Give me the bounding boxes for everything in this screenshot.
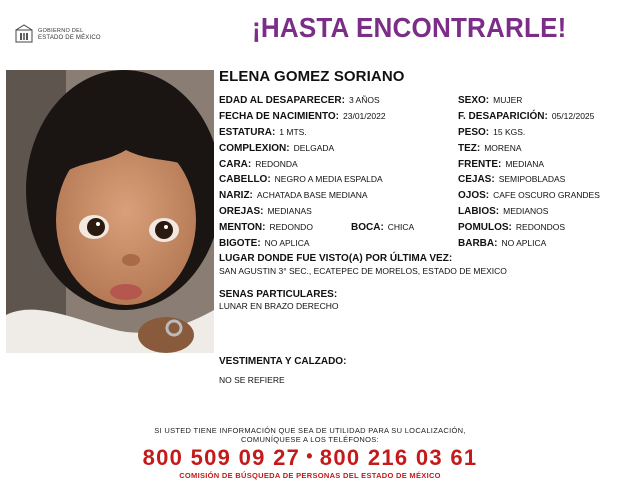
phone-1[interactable]: 800 509 09 27 <box>142 445 301 470</box>
photo-illustration <box>6 70 214 353</box>
last-seen-label: LUGAR DONDE FUE VISTO(A) POR ÚLTIMA VEZ: <box>219 253 453 264</box>
contact-note-line-1: SI USTED TIENE INFORMACIÓN QUE SEA DE UTILIDAD PARA SU LOCALIZACIÓN, <box>154 426 466 435</box>
detail-key: OJOS: <box>458 190 490 201</box>
detail-row <box>219 95 380 106</box>
detail-row <box>219 238 310 249</box>
detail-key: BOCA: <box>351 222 384 233</box>
detail-row <box>458 127 525 138</box>
detail-value: 15 KGS. <box>493 127 526 137</box>
detail-key: FECHA DE NACIMIENTO: <box>219 111 339 122</box>
detail-value: CAFE OSCURO GRANDES <box>493 190 600 200</box>
logo-line-1: GOBIERNO DEL <box>38 28 84 34</box>
detail-value: ACHATADA BASE MEDIANA <box>256 190 368 200</box>
clothing-value: NO SE REFIERE <box>219 375 285 385</box>
detail-value: 05/12/2025 <box>551 111 595 121</box>
detail-value: SEMIPOBLADAS <box>498 174 566 184</box>
detail-key: TEZ: <box>458 143 481 154</box>
detail-key: PESO: <box>458 127 490 138</box>
detail-boca <box>351 222 414 233</box>
detail-key: F. DESAPARICIÓN: <box>458 111 548 122</box>
detail-row <box>458 238 546 249</box>
detail-row <box>458 174 565 185</box>
detail-value: CHICA <box>387 222 415 232</box>
detail-key: ESTATURA: <box>219 127 276 138</box>
state-seal-icon <box>14 24 34 44</box>
detail-row <box>219 222 313 233</box>
detail-key: COMPLEXION: <box>219 143 290 154</box>
detail-value: REDONDOS <box>515 222 566 232</box>
detail-value: 1 MTS. <box>279 127 307 137</box>
detail-row <box>458 206 548 217</box>
government-logo <box>14 24 114 46</box>
detail-key: LABIOS: <box>458 206 500 217</box>
detail-row <box>458 159 544 170</box>
headline: ¡HASTA ENCONTRARLE! <box>252 12 567 43</box>
detail-value: DELGADA <box>293 143 335 153</box>
last-seen-value: SAN AGUSTIN 3° SEC., ECATEPEC DE MORELOS, ESTADO DE MEXICO <box>219 266 507 276</box>
detail-value: MEDIANOS <box>503 206 549 216</box>
detail-row <box>219 190 368 201</box>
detail-key: POMULOS: <box>458 222 512 233</box>
detail-key: CEJAS: <box>458 174 495 185</box>
clothing-label: VESTIMENTA Y CALZADO: <box>219 356 347 367</box>
detail-key: CARA: <box>219 159 252 170</box>
detail-row <box>219 127 307 138</box>
detail-value: MEDIANA <box>505 159 545 169</box>
detail-key: CABELLO: <box>219 174 271 185</box>
detail-row <box>219 174 383 185</box>
detail-row <box>219 143 334 154</box>
particular-signs-value: LUNAR EN BRAZO DERECHO <box>219 301 339 311</box>
detail-row <box>458 222 565 233</box>
detail-value: REDONDO <box>269 222 313 232</box>
particular-signs-label: SENAS PARTICULARES: <box>219 289 338 300</box>
phone-separator: • <box>306 446 314 466</box>
detail-key: MENTON: <box>219 222 266 233</box>
commission-name: COMISIÓN DE BÚSQUEDA DE PERSONAS DEL ESTADO DE MÉXICO <box>179 471 441 480</box>
detail-value: 23/01/2022 <box>343 111 386 121</box>
detail-value: 3 AÑOS <box>348 95 380 105</box>
detail-row <box>219 206 312 217</box>
logo-line-2: ESTADO DE MÉXICO <box>38 35 101 41</box>
detail-value: NO APLICA <box>264 238 310 248</box>
contact-note-line-2: COMUNÍQUESE A LOS TELÉFONOS: <box>241 435 379 444</box>
detail-value: NO APLICA <box>501 238 547 248</box>
detail-row <box>458 95 522 106</box>
detail-row <box>458 143 522 154</box>
detail-key: FRENTE: <box>458 159 502 170</box>
detail-key: BIGOTE: <box>219 238 261 249</box>
missing-child-photo <box>6 70 214 353</box>
person-name: ELENA GOMEZ SORIANO <box>219 68 405 85</box>
detail-row <box>219 159 298 170</box>
phone-numbers <box>0 445 620 471</box>
detail-value: MEDIANAS <box>267 206 312 216</box>
detail-key: BARBA: <box>458 238 498 249</box>
detail-row <box>458 111 594 122</box>
detail-row <box>458 190 600 201</box>
detail-row <box>219 111 386 122</box>
detail-key: NARIZ: <box>219 190 253 201</box>
detail-key: OREJAS: <box>219 206 264 217</box>
detail-key: EDAD AL DESAPARECER: <box>219 95 345 106</box>
detail-value: MUJER <box>493 95 523 105</box>
phone-2[interactable]: 800 216 03 61 <box>319 445 478 470</box>
detail-value: NEGRO A MEDIA ESPALDA <box>274 174 383 184</box>
detail-value: MORENA <box>484 143 522 153</box>
detail-key: SEXO: <box>458 95 490 106</box>
detail-value: REDONDA <box>255 159 298 169</box>
